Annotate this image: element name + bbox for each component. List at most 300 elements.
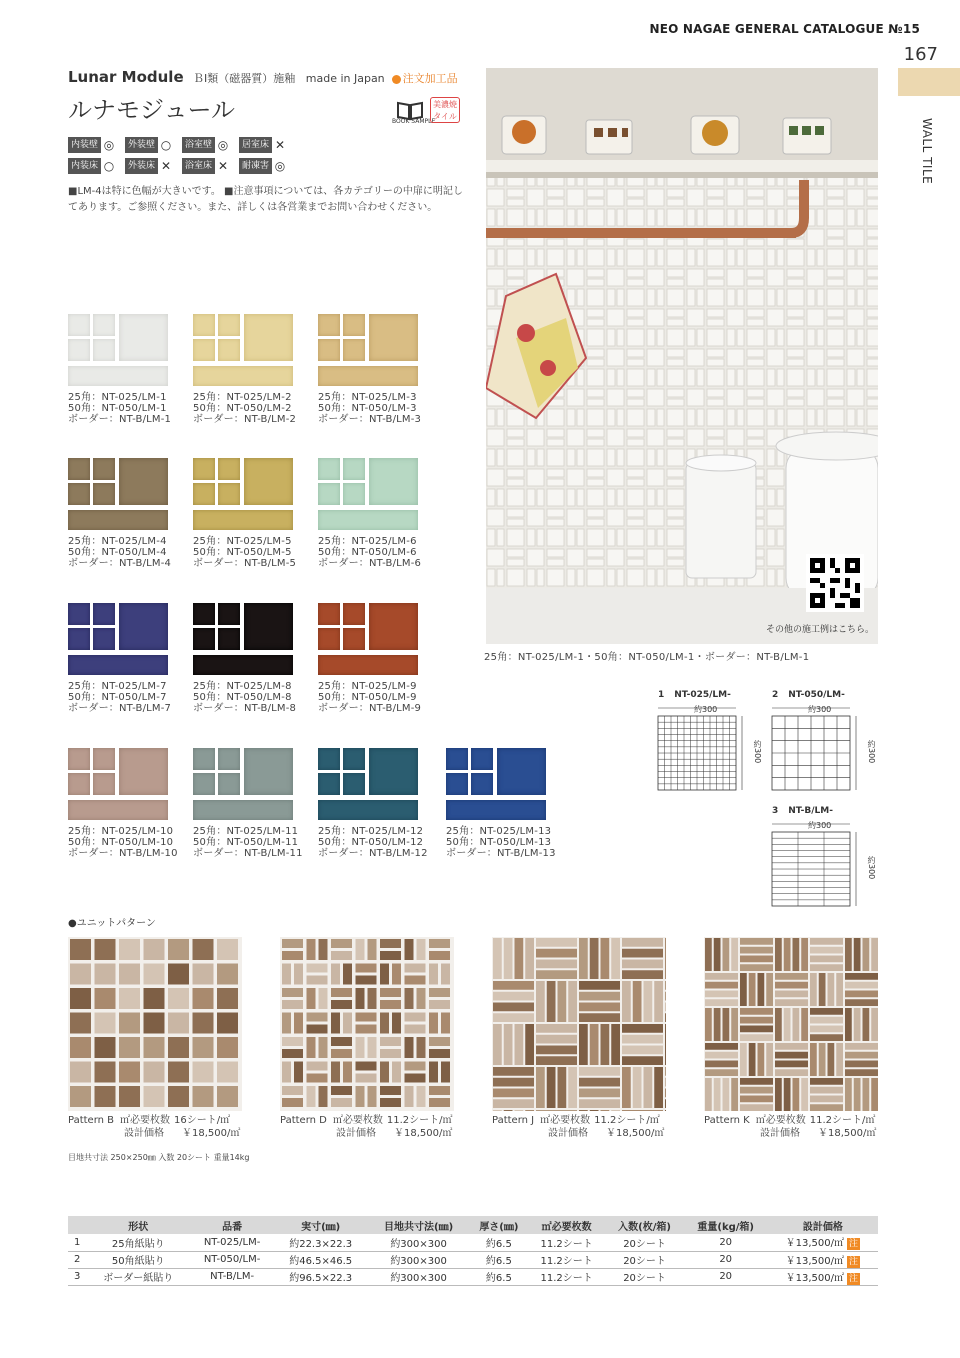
usage-label: 外装壁 bbox=[125, 137, 158, 153]
pattern-image bbox=[68, 937, 242, 1111]
pattern-req: 16シート/㎡ bbox=[174, 1115, 231, 1126]
spec-header-row bbox=[68, 1216, 878, 1234]
swatch-25mm-tile bbox=[93, 603, 115, 625]
spec-cell bbox=[274, 1234, 367, 1251]
pattern-image bbox=[704, 937, 878, 1111]
spec-cell bbox=[470, 1268, 528, 1285]
spec-header-cell: 目地共寸法(㎜) bbox=[367, 1216, 470, 1234]
usage-mark: ✕ bbox=[160, 159, 172, 173]
swatch-caption: 25角：NT-025/LM-1 bbox=[68, 392, 167, 403]
swatch-border-tile bbox=[68, 655, 168, 675]
photo-caption: 25角：NT-025/LM-1・50角：NT-050/LM-1・ボーダー：NT-B/LM-1 bbox=[484, 652, 810, 663]
spec-cell-value: 約46.5×46.5 bbox=[289, 1256, 353, 1267]
dimension-width: 約300 bbox=[808, 705, 832, 714]
pattern-caption-line1 bbox=[492, 1115, 660, 1127]
spec-cell-value: NT-B/LM- bbox=[210, 1271, 255, 1282]
spec-header-cell: 実寸(㎜) bbox=[274, 1216, 367, 1234]
swatch-25mm-tile bbox=[318, 748, 340, 770]
qr-code[interactable] bbox=[806, 554, 864, 612]
spec-header-cell: 形状 bbox=[86, 1216, 190, 1234]
swatch-25mm-tile bbox=[93, 773, 115, 795]
swatch-caption: 25角：NT-025/LM-9 bbox=[318, 681, 417, 692]
swatch-border-tile bbox=[68, 800, 168, 820]
swatch-25mm-tile bbox=[68, 628, 90, 650]
dimension-grid bbox=[766, 818, 866, 914]
swatch-caption: 50角：NT-050/LM-7 bbox=[68, 692, 167, 703]
usage-label: 浴室床 bbox=[182, 158, 215, 174]
order-dot-icon bbox=[392, 75, 401, 84]
swatch-border-tile bbox=[68, 510, 168, 530]
swatch-25mm-tile bbox=[68, 314, 90, 336]
product-name-en: Lunar Module bbox=[68, 68, 184, 86]
swatch-caption: 25角：NT-025/LM-4 bbox=[68, 536, 167, 547]
usage-label: 内装壁 bbox=[68, 137, 101, 153]
swatch-25mm-tile bbox=[218, 748, 240, 770]
swatch-25mm-tile bbox=[318, 628, 340, 650]
swatch-25mm-tile bbox=[318, 603, 340, 625]
spec-cell bbox=[274, 1268, 367, 1285]
spec-header-cell: 入数(枚/箱) bbox=[605, 1216, 683, 1234]
product-origin: made in Japan bbox=[305, 72, 385, 85]
swatch-25mm-tile bbox=[218, 339, 240, 361]
swatch-25mm-tile bbox=[193, 483, 215, 505]
spec-row bbox=[68, 1234, 878, 1251]
pattern-req-label: ㎡必要枚数 bbox=[755, 1115, 806, 1126]
spec-header-cell: 厚さ(㎜) bbox=[470, 1216, 528, 1234]
swatch-50mm-tile bbox=[244, 748, 293, 795]
book-sample-label: BOOK SAMPLE bbox=[392, 118, 436, 125]
spec-cell bbox=[86, 1251, 190, 1268]
spec-cell-value: ￥13,500/㎡ bbox=[785, 1238, 844, 1250]
tile-swatch bbox=[68, 458, 168, 532]
dimension-number: 3 bbox=[772, 806, 779, 816]
pattern-req: 11.2シート/㎡ bbox=[809, 1115, 876, 1126]
usage-label: 内装床 bbox=[68, 158, 101, 174]
pattern-caption-line1 bbox=[704, 1115, 875, 1127]
spec-header-cell: 品番 bbox=[190, 1216, 274, 1234]
swatch-25mm-tile bbox=[343, 748, 365, 770]
swatch-caption: ボーダー：NT-B/LM-1 bbox=[68, 414, 172, 425]
order-mark: 注 bbox=[849, 1256, 859, 1267]
usage-mark: ◎ bbox=[217, 138, 229, 152]
swatch-border-tile bbox=[446, 800, 546, 820]
spec-cell bbox=[605, 1234, 683, 1251]
pattern-name: Pattern J bbox=[492, 1115, 535, 1126]
swatch-border-tile bbox=[193, 510, 293, 530]
pattern-price-label: 設計価格 bbox=[548, 1128, 588, 1139]
spec-row bbox=[68, 1268, 878, 1285]
swatch-50mm-tile bbox=[119, 748, 168, 795]
swatch-caption: 50角：NT-050/LM-5 bbox=[193, 547, 292, 558]
pattern-req: 11.2シート/㎡ bbox=[594, 1115, 660, 1126]
tile-swatch bbox=[68, 748, 168, 822]
swatch-25mm-tile bbox=[446, 748, 468, 770]
usage-label: 耐凍害 bbox=[239, 158, 272, 174]
usage-item bbox=[68, 157, 123, 175]
dimension-code: NT-025/LM- bbox=[674, 690, 731, 700]
pattern-req-label: ㎡必要枚数 bbox=[540, 1115, 591, 1126]
swatch-caption: 25角：NT-025/LM-6 bbox=[318, 536, 417, 547]
order-mark: 注 bbox=[849, 1239, 859, 1250]
spec-cell-value: NT-025/LM- bbox=[203, 1236, 261, 1248]
tile-swatch bbox=[193, 748, 293, 822]
swatch-border-tile bbox=[318, 655, 418, 675]
swatch-caption: 50角：NT-050/LM-4 bbox=[68, 547, 167, 558]
product-name-jp: ルナモジュール bbox=[68, 96, 236, 124]
spec-cell-value: 11.2シート bbox=[540, 1238, 593, 1250]
swatch-caption: ボーダー：NT-B/LM-12 bbox=[318, 848, 428, 859]
joint-note: 目地共寸法 250×250㎜ 入数 20シート 重量14kg bbox=[68, 1153, 250, 1162]
spec-cell bbox=[68, 1251, 86, 1268]
swatch-25mm-tile bbox=[343, 483, 365, 505]
spec-cell-value: 20 bbox=[719, 1254, 733, 1265]
spec-cell bbox=[684, 1268, 768, 1285]
spec-cell-value: 20シート bbox=[623, 1273, 666, 1284]
spec-table bbox=[68, 1216, 878, 1286]
dimension-height: 約300 bbox=[753, 740, 762, 764]
spec-cell bbox=[684, 1251, 768, 1268]
swatch-caption: 25角：NT-025/LM-12 bbox=[318, 826, 424, 837]
usage-item bbox=[182, 157, 237, 175]
swatch-25mm-tile bbox=[343, 603, 365, 625]
swatch-caption: 25角：NT-025/LM-11 bbox=[193, 826, 299, 837]
spec-cell bbox=[684, 1234, 768, 1251]
product-meta bbox=[193, 70, 458, 86]
pattern-image bbox=[492, 937, 666, 1111]
spec-row bbox=[68, 1251, 878, 1268]
spec-cell bbox=[367, 1251, 470, 1268]
swatch-25mm-tile bbox=[343, 773, 365, 795]
swatch-caption: 25角：NT-025/LM-5 bbox=[193, 536, 292, 547]
spec-cell-value: 約6.5 bbox=[485, 1256, 512, 1267]
tile-swatch bbox=[318, 603, 418, 677]
swatch-50mm-tile bbox=[369, 458, 418, 505]
swatch-25mm-tile bbox=[68, 603, 90, 625]
spec-cell bbox=[605, 1268, 683, 1285]
usage-item bbox=[182, 136, 237, 154]
swatch-25mm-tile bbox=[68, 773, 90, 795]
spec-header-cell: 設計価格 bbox=[768, 1216, 878, 1234]
usage-label: 外装床 bbox=[125, 158, 158, 174]
usage-grid bbox=[68, 136, 294, 175]
swatch-50mm-tile bbox=[244, 458, 293, 505]
swatch-caption: ボーダー：NT-B/LM-9 bbox=[318, 703, 422, 714]
swatch-border-tile bbox=[193, 800, 293, 820]
spec-cell bbox=[86, 1234, 190, 1251]
pattern-name: Pattern B bbox=[68, 1115, 115, 1126]
pattern-price-label: 設計価格 bbox=[336, 1128, 376, 1139]
usage-item bbox=[125, 136, 180, 154]
swatch-25mm-tile bbox=[193, 314, 215, 336]
spec-cell bbox=[68, 1268, 86, 1285]
swatch-25mm-tile bbox=[218, 628, 240, 650]
usage-label: 浴室壁 bbox=[182, 137, 215, 153]
swatch-caption: 25角：NT-025/LM-3 bbox=[318, 392, 417, 403]
spec-cell-value: 3 bbox=[74, 1271, 81, 1282]
dimension-grid bbox=[766, 702, 866, 798]
swatch-caption: ボーダー：NT-B/LM-11 bbox=[193, 848, 303, 859]
swatch-25mm-tile bbox=[68, 748, 90, 770]
swatch-25mm-tile bbox=[218, 458, 240, 480]
swatch-caption: 25角：NT-025/LM-13 bbox=[446, 826, 552, 837]
pattern-price-label: 設計価格 bbox=[760, 1128, 800, 1139]
spec-cell-value: 2 bbox=[74, 1254, 81, 1265]
swatch-border-tile bbox=[193, 655, 293, 675]
spec-cell bbox=[768, 1268, 878, 1285]
pattern-name: Pattern D bbox=[280, 1115, 327, 1126]
dimension-code: NT-050/LM- bbox=[788, 690, 845, 700]
spec-header-cell: 重量(kg/箱) bbox=[684, 1216, 768, 1234]
tile-swatch bbox=[318, 748, 418, 822]
pattern-caption-line1 bbox=[68, 1115, 230, 1127]
swatch-50mm-tile bbox=[369, 314, 418, 361]
spec-cell-value: 約300×300 bbox=[390, 1238, 447, 1250]
swatch-caption: 50角：NT-050/LM-13 bbox=[446, 837, 552, 848]
pattern-price: ￥18,500/㎡ bbox=[182, 1128, 241, 1139]
spec-cell-value: ボーダー紙貼り bbox=[103, 1273, 174, 1284]
spec-cell bbox=[528, 1234, 606, 1251]
pattern-price: ￥18,500/㎡ bbox=[818, 1128, 877, 1139]
swatch-25mm-tile bbox=[218, 603, 240, 625]
swatch-border-tile bbox=[318, 800, 418, 820]
spec-cell bbox=[190, 1251, 274, 1268]
swatch-25mm-tile bbox=[93, 339, 115, 361]
swatch-50mm-tile bbox=[244, 603, 293, 650]
spec-cell bbox=[528, 1251, 606, 1268]
swatch-50mm-tile bbox=[119, 314, 168, 361]
swatch-caption: ボーダー：NT-B/LM-2 bbox=[193, 414, 297, 425]
usage-item bbox=[239, 136, 294, 154]
spec-cell bbox=[605, 1251, 683, 1268]
spec-cell-value: 11.2シート bbox=[540, 1273, 593, 1284]
mino-badge: 美濃焼タイル bbox=[430, 97, 460, 123]
spec-cell-value: 11.2シート bbox=[540, 1256, 593, 1267]
spec-cell bbox=[470, 1234, 528, 1251]
swatch-25mm-tile bbox=[68, 483, 90, 505]
swatch-caption: 50角：NT-050/LM-1 bbox=[68, 403, 167, 414]
swatch-caption: ボーダー：NT-B/LM-3 bbox=[318, 414, 422, 425]
swatch-caption: 25角：NT-025/LM-2 bbox=[193, 392, 292, 403]
usage-item bbox=[239, 157, 294, 175]
spec-cell-value: 約22.3×22.3 bbox=[289, 1238, 353, 1250]
spec-cell-value: 約300×300 bbox=[390, 1256, 447, 1267]
spec-cell-value: NT-050/LM- bbox=[203, 1254, 261, 1265]
swatch-caption: ボーダー：NT-B/LM-6 bbox=[318, 558, 422, 569]
swatch-25mm-tile bbox=[471, 748, 493, 770]
dimension-height: 約300 bbox=[867, 740, 876, 764]
swatch-caption: 50角：NT-050/LM-8 bbox=[193, 692, 292, 703]
usage-mark: ✕ bbox=[274, 138, 286, 152]
swatch-caption: 50角：NT-050/LM-3 bbox=[318, 403, 417, 414]
swatch-25mm-tile bbox=[193, 773, 215, 795]
spec-cell-value: 1 bbox=[74, 1236, 81, 1248]
swatch-50mm-tile bbox=[244, 314, 293, 361]
spec-cell-value: 20シート bbox=[623, 1238, 666, 1250]
swatch-25mm-tile bbox=[93, 628, 115, 650]
swatch-25mm-tile bbox=[93, 483, 115, 505]
spec-cell-value: 20シート bbox=[623, 1256, 666, 1267]
tile-swatch bbox=[193, 314, 293, 388]
pattern-price-label: 設計価格 bbox=[124, 1128, 164, 1139]
swatch-25mm-tile bbox=[343, 458, 365, 480]
usage-label: 居室床 bbox=[239, 137, 272, 153]
spec-cell bbox=[274, 1251, 367, 1268]
section-label: WALL TILE bbox=[920, 118, 934, 185]
spec-cell bbox=[768, 1251, 878, 1268]
swatch-caption: 50角：NT-050/LM-9 bbox=[318, 692, 417, 703]
spec-cell-value: 約6.5 bbox=[485, 1273, 512, 1284]
dimension-title bbox=[772, 806, 833, 816]
swatch-50mm-tile bbox=[497, 748, 546, 795]
swatch-50mm-tile bbox=[119, 603, 168, 650]
swatch-25mm-tile bbox=[93, 748, 115, 770]
tile-swatch bbox=[193, 603, 293, 677]
spec-cell bbox=[190, 1234, 274, 1251]
swatch-caption: ボーダー：NT-B/LM-13 bbox=[446, 848, 556, 859]
pattern-name: Pattern K bbox=[704, 1115, 750, 1126]
swatch-border-tile bbox=[318, 510, 418, 530]
swatch-25mm-tile bbox=[68, 339, 90, 361]
qr-caption: その他の施工例はこちら。 bbox=[766, 625, 875, 635]
swatch-25mm-tile bbox=[193, 603, 215, 625]
product-note: ■LM-4は特に色幅が大きいです。 ■注意事項については、各カテゴリーの中扉に明記してあります。ご参照ください。また、詳しくは各営業までお問い合わせください。 bbox=[68, 186, 463, 213]
spec-cell bbox=[528, 1268, 606, 1285]
usage-mark: ○ bbox=[103, 159, 115, 173]
usage-mark: ◎ bbox=[274, 159, 286, 173]
spec-cell-value: 25角紙貼り bbox=[111, 1238, 165, 1250]
usage-mark: ◎ bbox=[103, 138, 115, 152]
swatch-caption: 50角：NT-050/LM-11 bbox=[193, 837, 299, 848]
swatch-border-tile bbox=[68, 366, 168, 386]
swatch-caption: 50角：NT-050/LM-6 bbox=[318, 547, 417, 558]
spec-cell-value: 20 bbox=[719, 1236, 733, 1248]
dimension-grid bbox=[652, 702, 752, 798]
swatch-25mm-tile bbox=[318, 339, 340, 361]
pattern-caption-line2 bbox=[548, 1128, 664, 1140]
page-number: 167 bbox=[903, 44, 938, 65]
pattern-req: 11.2シート/㎡ bbox=[386, 1115, 453, 1126]
spec-cell-value: ￥13,500/㎡ bbox=[785, 1272, 844, 1284]
swatch-caption: 25角：NT-025/LM-8 bbox=[193, 681, 292, 692]
tile-swatch bbox=[446, 748, 546, 822]
swatch-25mm-tile bbox=[93, 458, 115, 480]
usage-item bbox=[125, 157, 180, 175]
swatch-25mm-tile bbox=[318, 458, 340, 480]
pattern-caption-line2 bbox=[336, 1128, 452, 1140]
swatch-25mm-tile bbox=[193, 628, 215, 650]
swatch-caption: 25角：NT-025/LM-10 bbox=[68, 826, 174, 837]
tile-swatch bbox=[68, 314, 168, 388]
order-note: 注文加工品 bbox=[402, 72, 458, 85]
swatch-50mm-tile bbox=[369, 603, 418, 650]
pattern-price: ￥18,500/㎡ bbox=[606, 1128, 665, 1139]
swatch-25mm-tile bbox=[471, 773, 493, 795]
pattern-price: ￥18,500/㎡ bbox=[394, 1128, 453, 1139]
dimension-code: NT-B/LM- bbox=[788, 806, 833, 816]
spec-cell-value: 20 bbox=[719, 1271, 733, 1282]
spec-cell bbox=[68, 1234, 86, 1251]
tile-swatch bbox=[193, 458, 293, 532]
swatch-caption: 50角：NT-050/LM-2 bbox=[193, 403, 292, 414]
dimension-width: 約300 bbox=[694, 705, 718, 714]
section-tab bbox=[898, 68, 960, 96]
swatch-25mm-tile bbox=[318, 773, 340, 795]
swatch-50mm-tile bbox=[119, 458, 168, 505]
spec-cell bbox=[470, 1251, 528, 1268]
order-mark: 注 bbox=[849, 1273, 859, 1284]
swatch-25mm-tile bbox=[218, 314, 240, 336]
dimension-width: 約300 bbox=[808, 821, 832, 830]
pattern-req-label: ㎡必要枚数 bbox=[332, 1115, 383, 1126]
swatch-50mm-tile bbox=[369, 748, 418, 795]
spec-cell-value: 約96.5×22.3 bbox=[289, 1273, 353, 1284]
swatch-caption: 50角：NT-050/LM-12 bbox=[318, 837, 424, 848]
spec-cell bbox=[367, 1268, 470, 1285]
swatch-25mm-tile bbox=[68, 458, 90, 480]
dimension-height: 約300 bbox=[867, 856, 876, 880]
spec-cell-value: 50角紙貼り bbox=[111, 1256, 165, 1267]
dimension-title bbox=[772, 690, 845, 700]
swatch-caption: 50角：NT-050/LM-10 bbox=[68, 837, 174, 848]
pattern-req-label: ㎡必要枚数 bbox=[120, 1115, 171, 1126]
swatch-25mm-tile bbox=[343, 339, 365, 361]
spec-cell-value: 約6.5 bbox=[485, 1238, 512, 1250]
tile-swatch bbox=[318, 314, 418, 388]
pattern-image bbox=[280, 937, 454, 1111]
swatch-25mm-tile bbox=[193, 339, 215, 361]
swatch-caption: ボーダー：NT-B/LM-7 bbox=[68, 703, 172, 714]
swatch-25mm-tile bbox=[193, 458, 215, 480]
swatch-25mm-tile bbox=[193, 748, 215, 770]
product-class: ＢⅠ類（磁器質）施釉 bbox=[193, 72, 296, 85]
dimension-number: 1 bbox=[658, 690, 665, 700]
tile-swatch bbox=[318, 458, 418, 532]
unit-pattern-title: ●ユニットパターン bbox=[68, 918, 156, 929]
swatch-caption: 25角：NT-025/LM-7 bbox=[68, 681, 167, 692]
pattern-caption-line2 bbox=[760, 1128, 876, 1140]
swatch-25mm-tile bbox=[318, 483, 340, 505]
swatch-border-tile bbox=[318, 366, 418, 386]
pattern-caption-line1 bbox=[280, 1115, 453, 1127]
usage-item bbox=[68, 136, 123, 154]
tile-swatch bbox=[68, 603, 168, 677]
spec-cell-value: 約300×300 bbox=[390, 1273, 447, 1284]
swatch-25mm-tile bbox=[318, 314, 340, 336]
swatch-caption: ボーダー：NT-B/LM-8 bbox=[193, 703, 297, 714]
spec-header-cell bbox=[68, 1216, 86, 1234]
spec-cell bbox=[768, 1234, 878, 1251]
swatch-25mm-tile bbox=[93, 314, 115, 336]
usage-mark: ✕ bbox=[217, 159, 229, 173]
swatch-25mm-tile bbox=[446, 773, 468, 795]
qr-code-icon bbox=[810, 558, 860, 608]
dimension-number: 2 bbox=[772, 690, 779, 700]
spec-cell bbox=[86, 1268, 190, 1285]
dimension-title bbox=[658, 690, 731, 700]
spec-cell bbox=[190, 1268, 274, 1285]
swatch-border-tile bbox=[193, 366, 293, 386]
swatch-25mm-tile bbox=[343, 628, 365, 650]
usage-mark: ○ bbox=[160, 138, 172, 152]
spec-cell bbox=[367, 1234, 470, 1251]
pattern-caption-line2 bbox=[124, 1128, 240, 1140]
swatch-caption: ボーダー：NT-B/LM-5 bbox=[193, 558, 297, 569]
catalog-title: NEO NAGAE GENERAL CATALOGUE №15 bbox=[649, 22, 920, 36]
swatch-25mm-tile bbox=[218, 773, 240, 795]
swatch-25mm-tile bbox=[343, 314, 365, 336]
swatch-25mm-tile bbox=[218, 483, 240, 505]
spec-header-cell: ㎡必要枚数 bbox=[528, 1216, 606, 1234]
